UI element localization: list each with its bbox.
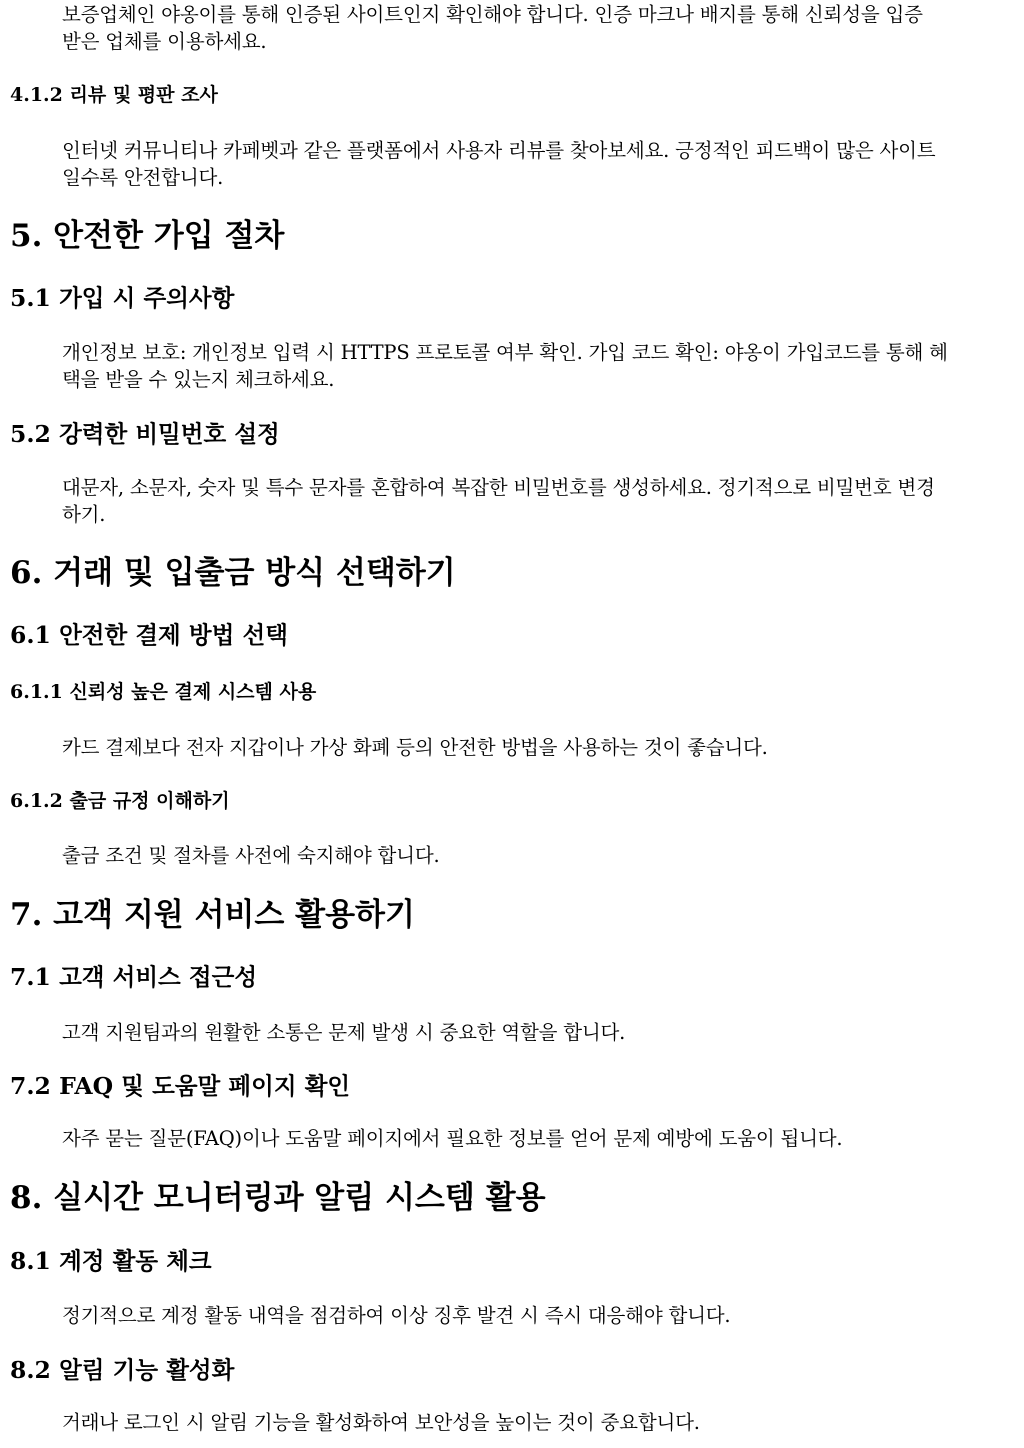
heading-8-1: 8.1 계정 활동 체크 [10,1247,212,1275]
paragraph-signup-cautions-line-2: 택을 받을 수 있는지 체크하세요. [62,368,335,391]
paragraph-withdrawal-rules: 출금 조건 및 절차를 사전에 숙지해야 합니다. [62,844,440,867]
heading-6-1-1: 6.1.1 신뢰성 높은 결제 시스템 사용 [10,681,317,703]
heading-4-1-2: 4.1.2 리뷰 및 평판 조사 [10,84,218,106]
paragraph-signup-cautions-line-1: 개인정보 보호: 개인정보 입력 시 HTTPS 프로토콜 여부 확인. 가입 코드 확인: 야옹이 가입코드를 통해 혜 [62,341,948,364]
heading-section-6: 6. 거래 및 입출금 방식 선택하기 [10,555,456,591]
paragraph-verification-line-1: 보증업체인 야옹이를 통해 인증된 사이트인지 확인해야 합니다. 인증 마크나 배지를 통해 신뢰성을 입증 [62,3,923,26]
paragraph-payment-system: 카드 결제보다 전자 지갑이나 가상 화폐 등의 안전한 방법을 사용하는 것이 좋습니다. [62,736,768,759]
heading-5-1: 5.1 가입 시 주의사항 [10,284,235,312]
paragraph-password-line-2: 하기. [62,503,106,526]
heading-7-2: 7.2 FAQ 및 도움말 페이지 확인 [10,1072,351,1100]
paragraph-account-activity: 정기적으로 계정 활동 내역을 점검하여 이상 징후 발견 시 즉시 대응해야 합니다. [62,1304,731,1327]
heading-7-1: 7.1 고객 서비스 접근성 [10,963,258,991]
heading-section-8: 8. 실시간 모니터링과 알림 시스템 활용 [10,1180,546,1216]
heading-section-5: 5. 안전한 가입 절차 [10,218,285,254]
heading-5-2: 5.2 강력한 비밀번호 설정 [10,420,280,448]
paragraph-notifications: 거래나 로그인 시 알림 기능을 활성화하여 보안성을 높이는 것이 중요합니다. [62,1411,700,1434]
paragraph-customer-service: 고객 지원팀과의 원활한 소통은 문제 발생 시 중요한 역할을 합니다. [62,1021,626,1044]
heading-8-2: 8.2 알림 기능 활성화 [10,1356,235,1384]
paragraph-reviews-line-2: 일수록 안전합니다. [62,166,224,189]
heading-section-7: 7. 고객 지원 서비스 활용하기 [10,897,415,933]
paragraph-reviews-line-1: 인터넷 커뮤니티나 카페벳과 같은 플랫폼에서 사용자 리뷰를 찾아보세요. 긍정적인 피드백이 많은 사이트 [62,139,936,162]
paragraph-verification-line-2: 받은 업체를 이용하세요. [62,30,267,53]
heading-6-1: 6.1 안전한 결제 방법 선택 [10,621,288,649]
paragraph-password-line-1: 대문자, 소문자, 숫자 및 특수 문자를 혼합하여 복잡한 비밀번호를 생성하세요. 정기적으로 비밀번호 변경 [62,476,935,499]
paragraph-faq: 자주 묻는 질문(FAQ)이나 도움말 페이지에서 필요한 정보를 얻어 문제 예방에 도움이 됩니다. [62,1127,843,1150]
heading-6-1-2: 6.1.2 출금 규정 이해하기 [10,790,230,812]
